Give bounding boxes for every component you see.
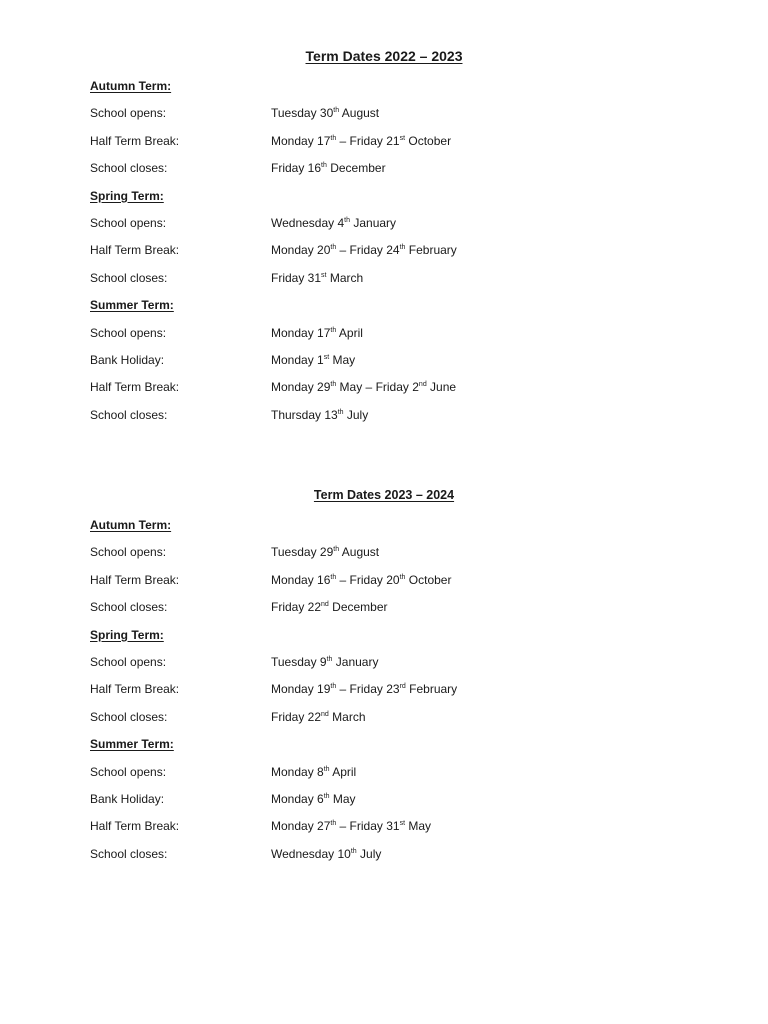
date-text: April xyxy=(336,325,363,340)
date-text: January xyxy=(350,215,397,230)
ordinal-suffix: nd xyxy=(321,710,329,718)
ordinal-suffix: nd xyxy=(418,381,427,389)
date-row-label: School opens: xyxy=(90,106,167,121)
date-text: – Friday 23 xyxy=(336,682,400,697)
term-heading xyxy=(0,73,768,100)
date-row xyxy=(0,265,768,292)
date-row-value xyxy=(271,237,457,264)
date-text: Monday 6 xyxy=(271,791,324,806)
ordinal-suffix: th xyxy=(326,655,333,663)
date-row xyxy=(0,567,768,594)
date-row-label: School opens: xyxy=(90,764,167,779)
date-text: July xyxy=(356,846,382,861)
ordinal-suffix: th xyxy=(330,326,337,334)
ordinal-suffix: st xyxy=(323,353,330,361)
date-text: October xyxy=(405,133,452,148)
date-text: Monday 29 xyxy=(271,380,331,395)
ordinal-suffix: th xyxy=(337,408,344,416)
date-text: Monday 1 xyxy=(271,352,324,367)
ordinal-suffix: st xyxy=(399,134,406,142)
date-text: April xyxy=(329,764,357,779)
ordinal-suffix: th xyxy=(323,765,330,773)
term-heading xyxy=(0,512,768,539)
section-title: Term Dates 2023 – 2024 xyxy=(313,488,455,502)
ordinal-suffix: th xyxy=(330,134,337,142)
date-row-value xyxy=(271,786,356,813)
date-text: Monday 16 xyxy=(271,572,331,587)
date-row-label: School opens: xyxy=(90,215,167,230)
ordinal-suffix: rd xyxy=(399,683,406,691)
date-row-label: School closes: xyxy=(90,709,168,724)
ordinal-suffix: th xyxy=(344,216,351,224)
ordinal-suffix: st xyxy=(321,271,327,279)
date-row-value xyxy=(271,676,457,703)
ordinal-suffix: th xyxy=(321,162,327,170)
date-row-label: School closes: xyxy=(90,407,168,422)
date-text: May xyxy=(329,791,356,806)
date-row xyxy=(0,320,768,347)
term-heading-label: Summer Term: xyxy=(90,737,174,752)
section-title: Term Dates 2022 – 2023 xyxy=(305,48,463,64)
date-row-value xyxy=(271,813,431,840)
date-text: – Friday 31 xyxy=(336,819,400,834)
date-text: Tuesday 9 xyxy=(271,654,327,669)
date-row-label: Bank Holiday: xyxy=(90,791,165,806)
date-row-value xyxy=(271,155,386,182)
date-text: May xyxy=(329,352,356,367)
date-row xyxy=(0,402,768,429)
term-heading-label: Spring Term: xyxy=(90,188,164,203)
date-text: October xyxy=(405,572,452,587)
date-row-label: Half Term Break: xyxy=(90,133,180,148)
date-row xyxy=(0,100,768,127)
date-text: December xyxy=(328,600,388,615)
date-row-label: School closes: xyxy=(90,161,168,176)
date-text: February xyxy=(405,682,458,697)
date-text: July xyxy=(343,407,369,422)
date-row-value xyxy=(271,759,356,786)
date-row xyxy=(0,704,768,731)
ordinal-suffix: th xyxy=(330,244,337,252)
date-row-label: School closes: xyxy=(90,846,168,861)
date-text: Monday 17 xyxy=(271,133,331,148)
date-row-value xyxy=(271,100,379,127)
date-row-value xyxy=(271,374,456,401)
date-row-label: School opens: xyxy=(90,545,167,560)
date-row xyxy=(0,210,768,237)
date-row-label: School closes: xyxy=(90,600,168,615)
date-text: Monday 19 xyxy=(271,682,331,697)
date-text: March xyxy=(328,709,366,724)
term-heading xyxy=(0,622,768,649)
date-row xyxy=(0,155,768,182)
date-row-value xyxy=(271,841,381,868)
ordinal-suffix: th xyxy=(330,820,337,828)
date-row-value xyxy=(271,265,363,292)
date-row xyxy=(0,813,768,840)
date-row xyxy=(0,676,768,703)
ordinal-suffix: th xyxy=(399,573,406,581)
date-row xyxy=(0,786,768,813)
date-row-label: School opens: xyxy=(90,654,167,669)
date-row xyxy=(0,649,768,676)
date-row-value xyxy=(271,210,396,237)
term-dates-section-2023-2024 xyxy=(0,485,768,868)
date-row-value xyxy=(271,567,451,594)
date-row-label: Half Term Break: xyxy=(90,243,180,258)
date-text: Friday 31 xyxy=(271,270,322,285)
date-row-value xyxy=(271,320,363,347)
date-text: Monday 8 xyxy=(271,764,324,779)
date-row-value xyxy=(271,649,378,676)
term-heading-label: Autumn Term: xyxy=(90,518,172,532)
date-row-label: Half Term Break: xyxy=(90,819,180,834)
date-row xyxy=(0,594,768,621)
term-dates-section-2022-2023 xyxy=(0,46,768,429)
date-text: Monday 27 xyxy=(271,819,331,834)
date-text: May – Friday 2 xyxy=(336,380,419,395)
ordinal-suffix: th xyxy=(399,244,406,252)
date-text: Monday 17 xyxy=(271,325,331,340)
date-row-value xyxy=(271,539,379,566)
date-text: Thursday 13 xyxy=(271,407,338,422)
term-heading-label: Spring Term: xyxy=(90,627,164,642)
term-heading xyxy=(0,183,768,210)
ordinal-suffix: th xyxy=(330,573,337,581)
date-text: Monday 20 xyxy=(271,243,331,258)
date-text: – Friday 20 xyxy=(336,572,400,587)
date-text: – Friday 21 xyxy=(336,133,400,148)
ordinal-suffix: nd xyxy=(321,601,329,609)
date-text: Wednesday 10 xyxy=(271,846,351,861)
date-row-label: Bank Holiday: xyxy=(90,352,165,367)
term-heading-label: Summer Term: xyxy=(90,298,174,313)
date-text: March xyxy=(326,270,364,285)
date-row xyxy=(0,841,768,868)
date-text: May xyxy=(405,819,432,834)
term-rows xyxy=(0,512,768,868)
date-row-label: School opens: xyxy=(90,325,167,340)
term-heading-label: Autumn Term: xyxy=(90,79,172,93)
ordinal-suffix: th xyxy=(323,792,330,800)
date-text: August xyxy=(339,106,380,121)
term-rows xyxy=(0,73,768,429)
date-row xyxy=(0,374,768,401)
ordinal-suffix: th xyxy=(333,546,340,554)
date-row-label: Half Term Break: xyxy=(90,682,180,697)
date-row xyxy=(0,237,768,264)
ordinal-suffix: th xyxy=(330,683,337,691)
ordinal-suffix: th xyxy=(333,107,340,115)
ordinal-suffix: th xyxy=(330,381,337,389)
date-row xyxy=(0,539,768,566)
date-row-value xyxy=(271,594,388,621)
date-text: Tuesday 29 xyxy=(271,545,334,560)
date-text: Friday 22 xyxy=(271,600,322,615)
ordinal-suffix: st xyxy=(399,820,406,828)
date-text: – Friday 24 xyxy=(336,243,400,258)
date-row-value xyxy=(271,347,355,374)
date-text: Tuesday 30 xyxy=(271,106,334,121)
term-heading xyxy=(0,731,768,758)
date-row-value xyxy=(271,704,366,731)
date-row xyxy=(0,347,768,374)
date-text: Friday 22 xyxy=(271,709,322,724)
date-row-label: Half Term Break: xyxy=(90,572,180,587)
date-text: January xyxy=(332,654,379,669)
ordinal-suffix: th xyxy=(350,847,357,855)
date-text: August xyxy=(339,545,380,560)
date-row-value xyxy=(271,128,451,155)
date-row xyxy=(0,128,768,155)
date-text: June xyxy=(426,380,457,395)
date-text: Wednesday 4 xyxy=(271,215,345,230)
date-row-label: Half Term Break: xyxy=(90,380,180,395)
date-text: February xyxy=(405,243,457,258)
term-heading xyxy=(0,292,768,319)
date-text: Friday 16 xyxy=(271,161,322,176)
date-row-label: School closes: xyxy=(90,270,168,285)
date-row xyxy=(0,759,768,786)
date-text: December xyxy=(326,161,386,176)
date-row-value xyxy=(271,402,368,429)
